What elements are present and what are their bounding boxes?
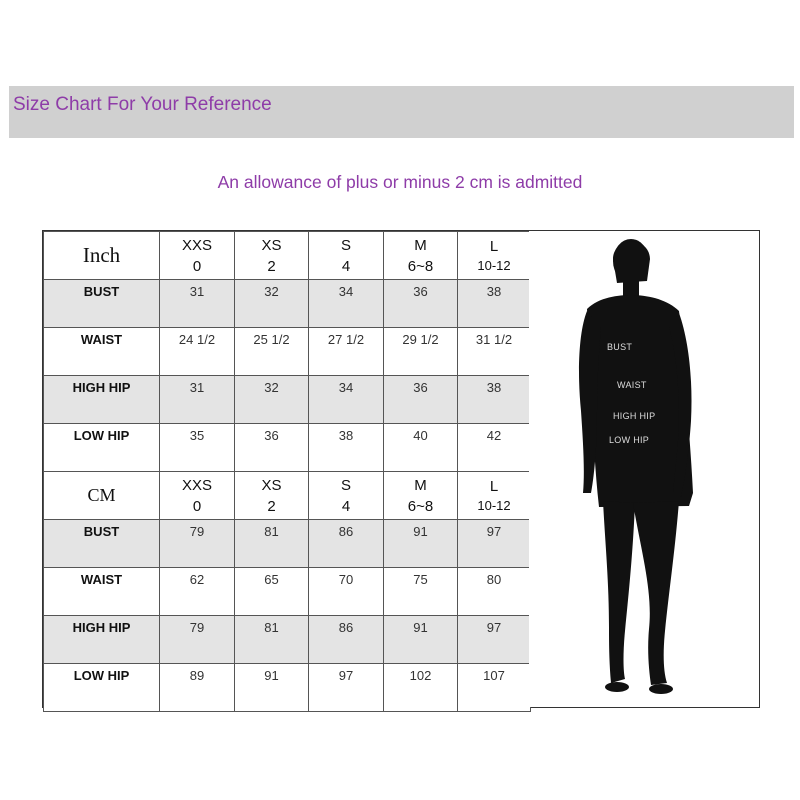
table-row: [44, 424, 531, 472]
table-cell: 40: [384, 424, 458, 472]
size-label: XXS: [181, 236, 212, 254]
size-header: [160, 232, 235, 280]
table-cell: 102: [384, 664, 458, 712]
table-cell: 32: [235, 280, 309, 328]
size-label: XS: [261, 236, 282, 254]
table-cell: 65: [235, 568, 309, 616]
table-cell: 29 1/2: [384, 328, 458, 376]
size-number: 4: [341, 257, 351, 275]
table-row: [44, 568, 531, 616]
table-cell: 36: [384, 376, 458, 424]
size-header: [235, 472, 309, 520]
table-cell: 80: [458, 568, 531, 616]
size-number: 2: [267, 497, 276, 515]
row-label: HIGH HIP: [44, 616, 160, 664]
row-label: HIGH HIP: [44, 376, 160, 424]
figure-label-low-hip: LOW HIP: [609, 435, 650, 445]
unit-label-inch: Inch: [44, 232, 160, 280]
banner-title: Size Chart For Your Reference: [13, 94, 272, 115]
table-cell: 32: [235, 376, 309, 424]
table-cell: 38: [458, 376, 531, 424]
size-number: 6~8: [407, 257, 434, 275]
size-label: S: [340, 236, 351, 254]
size-header: [235, 232, 309, 280]
title-banner: [9, 86, 794, 138]
size-header: [309, 232, 384, 280]
table-cell: 27 1/2: [309, 328, 384, 376]
table-cell: 97: [458, 520, 531, 568]
size-number: 6~8: [407, 497, 434, 515]
size-number: 2: [267, 257, 276, 275]
table-cell: 97: [458, 616, 531, 664]
table-cell: 31 1/2: [458, 328, 531, 376]
table-cell: 62: [160, 568, 235, 616]
table-row: [44, 616, 531, 664]
size-chart: [42, 230, 760, 708]
size-number: 10-12: [477, 257, 511, 273]
row-label: WAIST: [44, 568, 160, 616]
table-cell: 31: [160, 376, 235, 424]
figure-label-bust: BUST: [607, 342, 633, 352]
size-header: [458, 232, 531, 280]
table-cell: 91: [235, 664, 309, 712]
row-label: BUST: [44, 280, 160, 328]
figure-label-waist: WAIST: [617, 380, 647, 390]
size-label: XXS: [181, 476, 212, 494]
size-label: L: [489, 477, 499, 495]
table-cell: 79: [160, 520, 235, 568]
table-cell: 97: [309, 664, 384, 712]
table-cell: 91: [384, 616, 458, 664]
table-cell: 91: [384, 520, 458, 568]
row-label: WAIST: [44, 328, 160, 376]
unit-label-cm: CM: [44, 472, 160, 520]
table-row: [44, 376, 531, 424]
size-header: [384, 472, 458, 520]
cm-header-row: [44, 472, 531, 520]
table-cell: 81: [235, 616, 309, 664]
size-number: 10-12: [477, 497, 511, 513]
row-label: BUST: [44, 520, 160, 568]
table-cell: 38: [309, 424, 384, 472]
table-row: [44, 280, 531, 328]
size-label: XS: [261, 476, 282, 494]
size-header: [384, 232, 458, 280]
table-cell: 35: [160, 424, 235, 472]
size-label: S: [340, 476, 351, 494]
table-cell: 42: [458, 424, 531, 472]
allowance-note: An allowance of plus or minus 2 cm is admitted: [217, 172, 583, 192]
table-cell: 107: [458, 664, 531, 712]
table-row: [44, 328, 531, 376]
size-header: [160, 472, 235, 520]
row-label: LOW HIP: [44, 664, 160, 712]
table-cell: 86: [309, 520, 384, 568]
body-figure-panel: [529, 231, 759, 707]
table-cell: 34: [309, 280, 384, 328]
table-cell: 34: [309, 376, 384, 424]
size-header: [458, 472, 531, 520]
table-cell: 86: [309, 616, 384, 664]
table-cell: 79: [160, 616, 235, 664]
table-cell: 25 1/2: [235, 328, 309, 376]
body-silhouette-icon: [529, 231, 759, 707]
table-row: [44, 664, 531, 712]
table-cell: 31: [160, 280, 235, 328]
size-number: 0: [192, 497, 202, 515]
table-cell: 38: [458, 280, 531, 328]
inch-header-row: [44, 232, 531, 280]
table-row: [44, 520, 531, 568]
table-cell: 36: [384, 280, 458, 328]
table-cell: 81: [235, 520, 309, 568]
size-number: 0: [192, 257, 202, 275]
table-cell: 36: [235, 424, 309, 472]
table-cell: 70: [309, 568, 384, 616]
size-table: [43, 231, 531, 712]
size-label: M: [414, 236, 427, 254]
table-cell: 75: [384, 568, 458, 616]
table-cell: 24 1/2: [160, 328, 235, 376]
size-label: L: [489, 237, 499, 255]
size-number: 4: [341, 497, 351, 515]
size-header: [309, 472, 384, 520]
size-label: M: [414, 476, 427, 494]
row-label: LOW HIP: [44, 424, 160, 472]
table-cell: 89: [160, 664, 235, 712]
figure-label-high-hip: HIGH HIP: [613, 411, 656, 421]
